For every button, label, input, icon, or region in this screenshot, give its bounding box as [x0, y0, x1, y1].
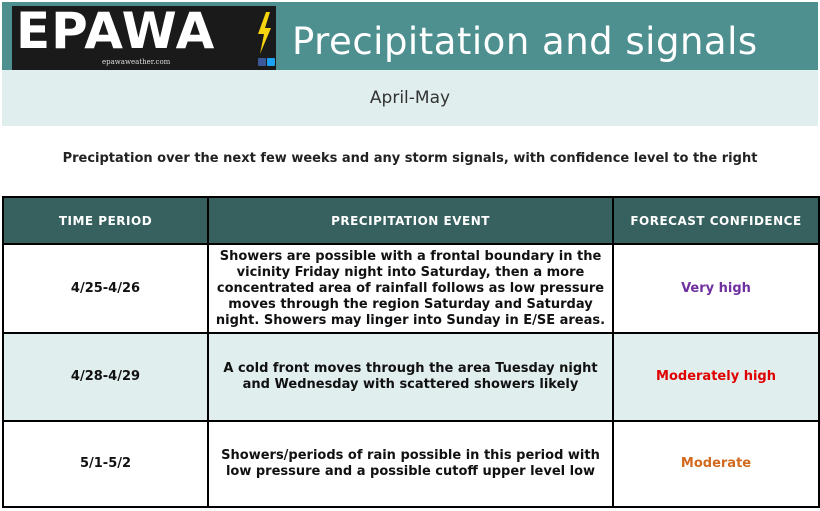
intro-text: Preciptation over the next few weeks and any storm signals, with confidence level to the right [62, 151, 758, 166]
table-row [3, 421, 819, 507]
subheader-band [2, 70, 818, 126]
confidence-cell [613, 333, 819, 421]
confidence-cell [613, 421, 819, 507]
page-title: Precipitation and signals [292, 20, 758, 63]
table-header-row [3, 197, 819, 244]
confidence-value: Moderately high [656, 369, 776, 384]
precipitation-event-cell: Showers/periods of rain possible in this period with low pressure and a possible cutoff upper level low [208, 421, 613, 507]
column-header-forecast-confidence: FORECAST CONFIDENCE [613, 197, 819, 244]
table-row [3, 333, 819, 421]
epawa-logo [12, 2, 276, 70]
date-range-subtitle: April-May [369, 88, 451, 108]
confidence-value: Moderate [680, 456, 752, 471]
time-period-cell: 4/25-4/26 [3, 244, 208, 333]
column-header-precipitation-event: PRECIPITATION EVENT [208, 197, 613, 244]
logo-text: EPAWA [16, 2, 216, 60]
precipitation-event-cell: A cold front moves through the area Tuesday night and Wednesday with scattered showers likely [208, 333, 613, 421]
logo-url: epawaweather.com [102, 58, 171, 66]
header-banner [2, 2, 818, 70]
table-row [3, 244, 819, 333]
time-period-cell: 5/1-5/2 [3, 421, 208, 507]
twitter-icon [267, 58, 275, 66]
column-header-time-period: TIME PERIOD [3, 197, 208, 244]
facebook-icon [258, 58, 266, 66]
forecast-table [2, 196, 820, 508]
time-period-cell: 4/28-4/29 [3, 333, 208, 421]
confidence-value: Very high [681, 280, 751, 296]
confidence-cell [613, 244, 819, 333]
precipitation-event-cell: Showers are possible with a frontal boundary in the vicinity Friday night into Saturday, then a more concentrated area of rainfall follows as low pressure moves through the region Saturday and Saturday night. Showers may linger into Sunday in E/SE areas. [208, 244, 613, 333]
lightning-bolt-icon [255, 12, 273, 54]
